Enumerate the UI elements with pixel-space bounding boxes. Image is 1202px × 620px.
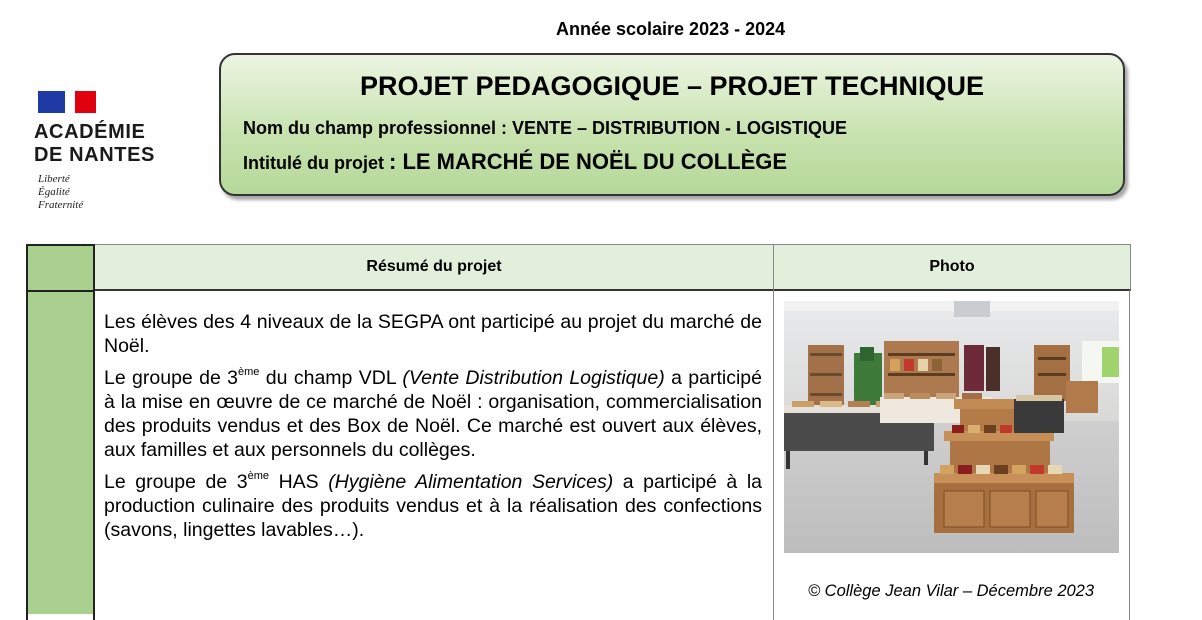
field-label: Nom du champ professionnel :	[243, 118, 513, 138]
table-right-border	[1129, 290, 1130, 620]
photo-illustration	[784, 301, 1119, 553]
school-year: Année scolaire 2023 - 2024	[556, 19, 786, 39]
logo-motto	[38, 173, 83, 212]
field-value: VENTE – DISTRIBUTION - LOGISTIQUE	[512, 118, 848, 138]
logo-name	[34, 121, 155, 167]
professional-field	[243, 118, 847, 139]
academie-logo	[34, 91, 184, 221]
side-column-body-cell	[26, 290, 95, 620]
project-table	[26, 244, 1130, 614]
p2-superscript: ème	[238, 366, 260, 378]
p3-superscript: ème	[247, 470, 270, 482]
resume-text	[104, 310, 762, 550]
p3-text-b: HAS	[269, 471, 329, 493]
resume-header: Résumé du projet	[95, 244, 773, 291]
title-banner	[219, 53, 1125, 196]
resume-paragraph-1: Les élèves des 4 niveaux de la SEGPA ont participé au projet du marché de Noël.	[104, 311, 762, 357]
column-divider	[773, 290, 774, 620]
p2-text-a: Le groupe de 3	[104, 367, 239, 389]
project-value: LE MARCHÉ DE NOËL DU COLLÈGE	[402, 149, 788, 174]
logo-name-line1: ACADÉMIE	[34, 121, 146, 143]
logo-name-line2: DE NANTES	[34, 144, 155, 166]
p2-text-b: du champ VDL	[259, 367, 403, 389]
project-label: Intitulé du projet	[243, 153, 389, 173]
motto-egalite: Égalité	[38, 186, 70, 198]
flag-white-band	[65, 91, 75, 113]
project-title	[243, 149, 787, 175]
motto-fraternite: Fraternité	[38, 199, 84, 211]
flag-red-band	[75, 91, 96, 113]
resume-paragraph-3	[104, 470, 762, 542]
p3-text-a: Le groupe de 3	[104, 471, 248, 493]
p3-text-c: a participé à la production culinaire des produits vendus et à la réalisation des confections (savons, lingettes lavables…).	[104, 471, 762, 541]
side-column-header-cell	[26, 244, 95, 292]
flag-blue-band	[38, 91, 65, 113]
p2-italic: (Vente Distribution Logistique)	[402, 367, 665, 389]
banner-title: PROJET PEDAGOGIQUE – PROJET TECHNIQUE	[359, 71, 985, 101]
motto-liberte: Liberté	[38, 173, 70, 185]
photo-credit: © Collège Jean Vilar – Décembre 2023	[807, 582, 1095, 600]
photo-header: Photo	[773, 244, 1131, 291]
project-separator: :	[389, 149, 403, 174]
p2-text-c: a participé à la mise en œuvre de ce marché de Noël : organisation, commercialisation des produits vendus et des Box de Noël. Ce marché est ouvert aux élèves, aux familles et aux personnels du collèges.	[104, 367, 762, 461]
christmas-market-photo	[784, 301, 1119, 553]
resume-paragraph-2	[104, 366, 762, 462]
p3-italic: (Hygiène Alimentation Services)	[328, 471, 614, 493]
